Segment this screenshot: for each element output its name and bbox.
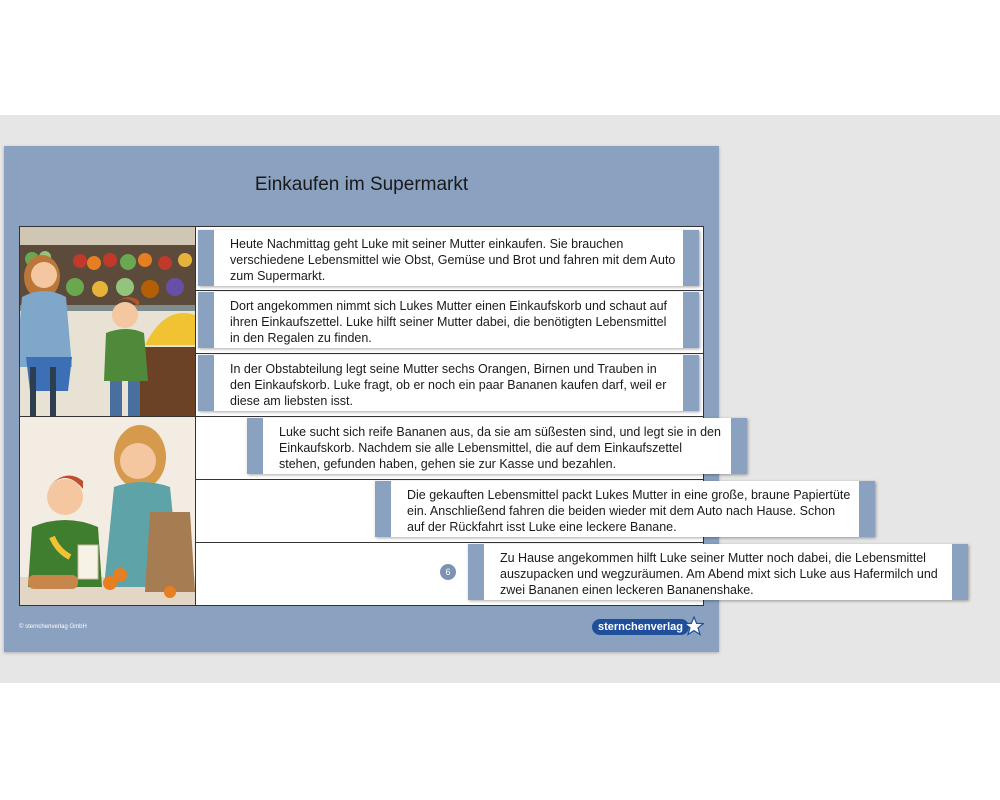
story-card-5[interactable]	[375, 481, 875, 537]
story-card-1[interactable]	[198, 230, 699, 286]
card-tab-right	[731, 418, 747, 474]
kitchen-illustration	[20, 417, 195, 606]
story-card-text: Luke sucht sich reife Bananen aus, da sie am süßesten sind, und legt sie in den Einkaufskorb. Nachdem sie alle Lebensmittel, die auf dem Einkaufszettel stehen, gefunden haben, gehen sie zur Kasse und bezahlen.	[279, 425, 721, 471]
row-divider	[195, 416, 703, 417]
card-tab-right	[683, 292, 699, 348]
card-tab-right	[952, 544, 968, 600]
card-tab-right	[683, 230, 699, 286]
card-tab-right	[683, 355, 699, 411]
supermarket-illustration	[20, 227, 195, 416]
worksheet-title: Einkaufen im Supermarkt	[254, 174, 469, 195]
card-tab-left	[198, 230, 214, 286]
card-tab-left	[468, 544, 484, 600]
story-card-text: Heute Nachmittag geht Luke mit seiner Mutter einkaufen. Sie brauchen verschiedene Lebensmittel wie Obst, Gemüse und Brot und fahren mit dem Auto zum Supermarkt.	[230, 237, 676, 283]
row-divider	[195, 353, 703, 354]
story-card-text: Dort angekommen nimmt sich Lukes Mutter einen Einkaufskorb und schaut auf ihren Einkaufszettel. Luke hilft seiner Mutter dabei, die benötigten Lebensmittel in den Regalen zu finden.	[230, 299, 668, 345]
story-card-6[interactable]	[468, 544, 968, 600]
story-card-2[interactable]	[198, 292, 699, 348]
row-divider	[195, 290, 703, 291]
card-tab-left	[375, 481, 391, 537]
row-divider	[195, 542, 703, 543]
card-tab-left	[198, 355, 214, 411]
card-tab-right	[859, 481, 875, 537]
story-card-text: Die gekauften Lebensmittel packt Lukes Mutter in eine große, braune Papiertüte ein. Anschließend fahren die beiden wieder mit dem Auto nach Hause. Schon auf der Rückfahrt isst Luke eine leckere Banane.	[407, 488, 851, 534]
row-divider	[195, 479, 703, 480]
brand-logo: sternchenverlag	[592, 619, 689, 635]
page-number-badge: 6	[440, 564, 456, 580]
star-icon	[684, 616, 704, 636]
card-tab-left	[198, 292, 214, 348]
story-card-4[interactable]	[247, 418, 747, 474]
card-tab-left	[247, 418, 263, 474]
story-card-text: In der Obstabteilung legt seine Mutter sechs Orangen, Birnen und Trauben in den Einkaufskorb. Luke fragt, ob er noch ein paar Bananen kaufen darf, weil er diese am liebsten isst.	[230, 362, 667, 408]
copyright-text: © sternchenverlag GmbH	[19, 624, 87, 630]
story-card-3[interactable]	[198, 355, 699, 411]
story-card-text: Zu Hause angekommen hilft Luke seiner Mutter noch dabei, die Lebensmittel auszupacken und wegzuräumen. Am Abend mixt sich Luke aus Hafermilch und zwei Bananen einen leckeren Bananenshake.	[500, 551, 938, 597]
